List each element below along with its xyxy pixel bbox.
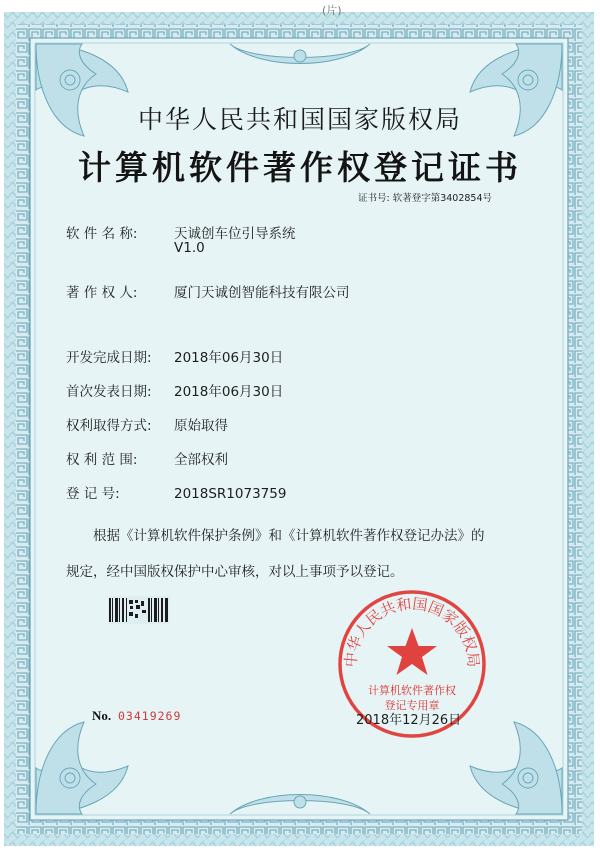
field-label: 权 利 范 围: (66, 452, 138, 468)
field-label: 登 记 号: (66, 486, 120, 502)
field-value: 2018年06月30日 (174, 350, 284, 366)
field-software-version (66, 240, 205, 256)
field-first-publish-date (66, 380, 283, 400)
field-acquisition-method (66, 414, 228, 434)
field-value-version: V1.0 (174, 240, 205, 256)
certificate-title: 计算机软件著作权登记证书 (78, 148, 522, 187)
issue-date: 2018年12月26日 (356, 713, 462, 728)
field-copyright-owner (66, 281, 350, 301)
field-rights-scope (66, 448, 228, 468)
serial-label: No. (92, 708, 112, 723)
barcode-icon (108, 596, 170, 624)
serial-number: 03419269 (118, 709, 182, 723)
field-label: 首次发表日期: (66, 384, 152, 400)
field-label: 开发完成日期: (66, 350, 152, 366)
field-dev-complete-date (66, 346, 283, 366)
field-label: 著 作 权 人: (66, 285, 138, 301)
issuing-authority: 中华人民共和国国家版权局 (137, 105, 462, 134)
seal-inner-line-2: 登记专用章 (384, 699, 440, 712)
field-registration-number (66, 482, 286, 502)
field-value: 2018SR1073759 (174, 486, 287, 502)
field-value: 厦门天诚创智能科技有限公司 (174, 285, 350, 301)
certificate-number: 证书号: 软著登字第3402854号 (357, 193, 492, 204)
field-label: 软 件 名 称: (66, 226, 138, 242)
field-value: 2018年06月30日 (174, 384, 284, 400)
field-value: 全部权利 (174, 452, 228, 468)
field-value: 原始取得 (174, 418, 228, 434)
seal-inner-line-1: 计算机软件著作权 (368, 684, 456, 697)
handwritten-mark: (片) (322, 4, 342, 17)
star-icon (387, 628, 437, 675)
field-value: 天诚创车位引导系统 (174, 226, 296, 242)
seal-ring-text: 中华人民共和国国家版权局 (341, 594, 483, 668)
field-label: 权利取得方式: (66, 418, 152, 434)
field-software-name (66, 222, 296, 242)
statement-line-2: 规定，经中国版权保护中心审核，对以上事项予以登记。 (66, 564, 404, 580)
statement-line-1: 根据《计算机软件保护条例》和《计算机软件著作权登记办法》的 (93, 528, 485, 544)
